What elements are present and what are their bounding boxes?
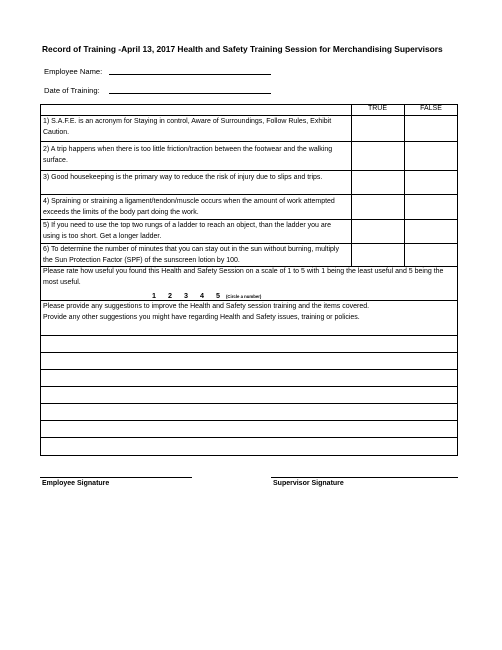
suggestion-line[interactable] (40, 437, 458, 438)
suggestion-line[interactable] (40, 335, 458, 336)
supervisor-signature-line[interactable] (271, 477, 458, 478)
question-1: 1) S.A.F.E. is an acronym for Staying in control, Aware of Surroundings, Follow Rules, Exhibit Caution. (43, 118, 332, 136)
suggestion-line[interactable] (40, 352, 458, 353)
suggestions-prompt-2: Provide any other suggestions you might have regarding Health and Safety issues, training or policies. (43, 314, 360, 321)
question-6: 6) To determine the number of minutes that you can stay out in the sun without burning, multiply the Sun Protection Factor (SPF) of the sunscreen lotion by 100. (43, 246, 339, 264)
q2-false-cell[interactable] (405, 142, 457, 170)
circle-note: (Circle a number) (226, 294, 262, 299)
q5-false-cell[interactable] (405, 220, 457, 243)
q2-true-cell[interactable] (352, 142, 404, 170)
rating-option-4[interactable]: 4 (200, 291, 204, 300)
question-4: 4) Spraining or straining a ligament/tendon/muscle occurs when the amount of work attempted exceeds the limits of the body part doing the work. (43, 198, 335, 216)
rating-option-3[interactable]: 3 (184, 291, 188, 300)
employee-name-label: Employee Name: (44, 67, 103, 76)
q6-true-cell[interactable] (352, 244, 404, 266)
question-5: 5) If you need to use the top two rungs of a ladder to reach an object, than the ladder you are using is too short. Get a longer ladder. (43, 222, 331, 240)
q6-false-cell[interactable] (405, 244, 457, 266)
rating-option-2[interactable]: 2 (168, 291, 172, 300)
employee-signature-line[interactable] (40, 477, 192, 478)
rating-rule (40, 300, 458, 301)
supervisor-signature-label: Supervisor Signature (273, 480, 344, 487)
q3-true-cell[interactable] (352, 171, 404, 194)
date-of-training-field[interactable] (109, 93, 271, 94)
suggestions-prompt-1: Please provide any suggestions to improve the Health and Safety session training and the items covered. (43, 303, 370, 310)
form-title: Record of Training -April 13, 2017 Health and Safety Training Session for Merchandising Supervisors (42, 44, 443, 54)
employee-signature-label: Employee Signature (42, 480, 110, 487)
rating-prompt: Please rate how useful you found this Health and Safety Session on a scale of 1 to 5 with 1 being the least useful and 5 being the most useful. (43, 268, 444, 286)
q5-true-cell[interactable] (352, 220, 404, 243)
rating-scale (152, 291, 271, 300)
rating-option-1[interactable]: 1 (152, 291, 156, 300)
date-of-training-label: Date of Training: (44, 86, 100, 95)
suggestion-line[interactable] (40, 420, 458, 421)
true-column-header: TRUE (367, 105, 388, 112)
q1-true-cell[interactable] (352, 116, 404, 141)
suggestion-line[interactable] (40, 386, 458, 387)
employee-name-field[interactable] (109, 74, 271, 75)
rating-option-5[interactable]: 5 (216, 291, 220, 300)
suggestion-line[interactable] (40, 369, 458, 370)
suggestion-line[interactable] (40, 403, 458, 404)
question-3: 3) Good housekeeping is the primary way to reduce the risk of injury due to slips and trips. (43, 174, 323, 181)
q4-true-cell[interactable] (352, 195, 404, 219)
question-2: 2) A trip happens when there is too little friction/traction between the footwear and the walking surface. (43, 146, 333, 164)
q4-false-cell[interactable] (405, 195, 457, 219)
q1-false-cell[interactable] (405, 116, 457, 141)
q3-false-cell[interactable] (405, 171, 457, 194)
false-column-header: FALSE (420, 105, 442, 112)
